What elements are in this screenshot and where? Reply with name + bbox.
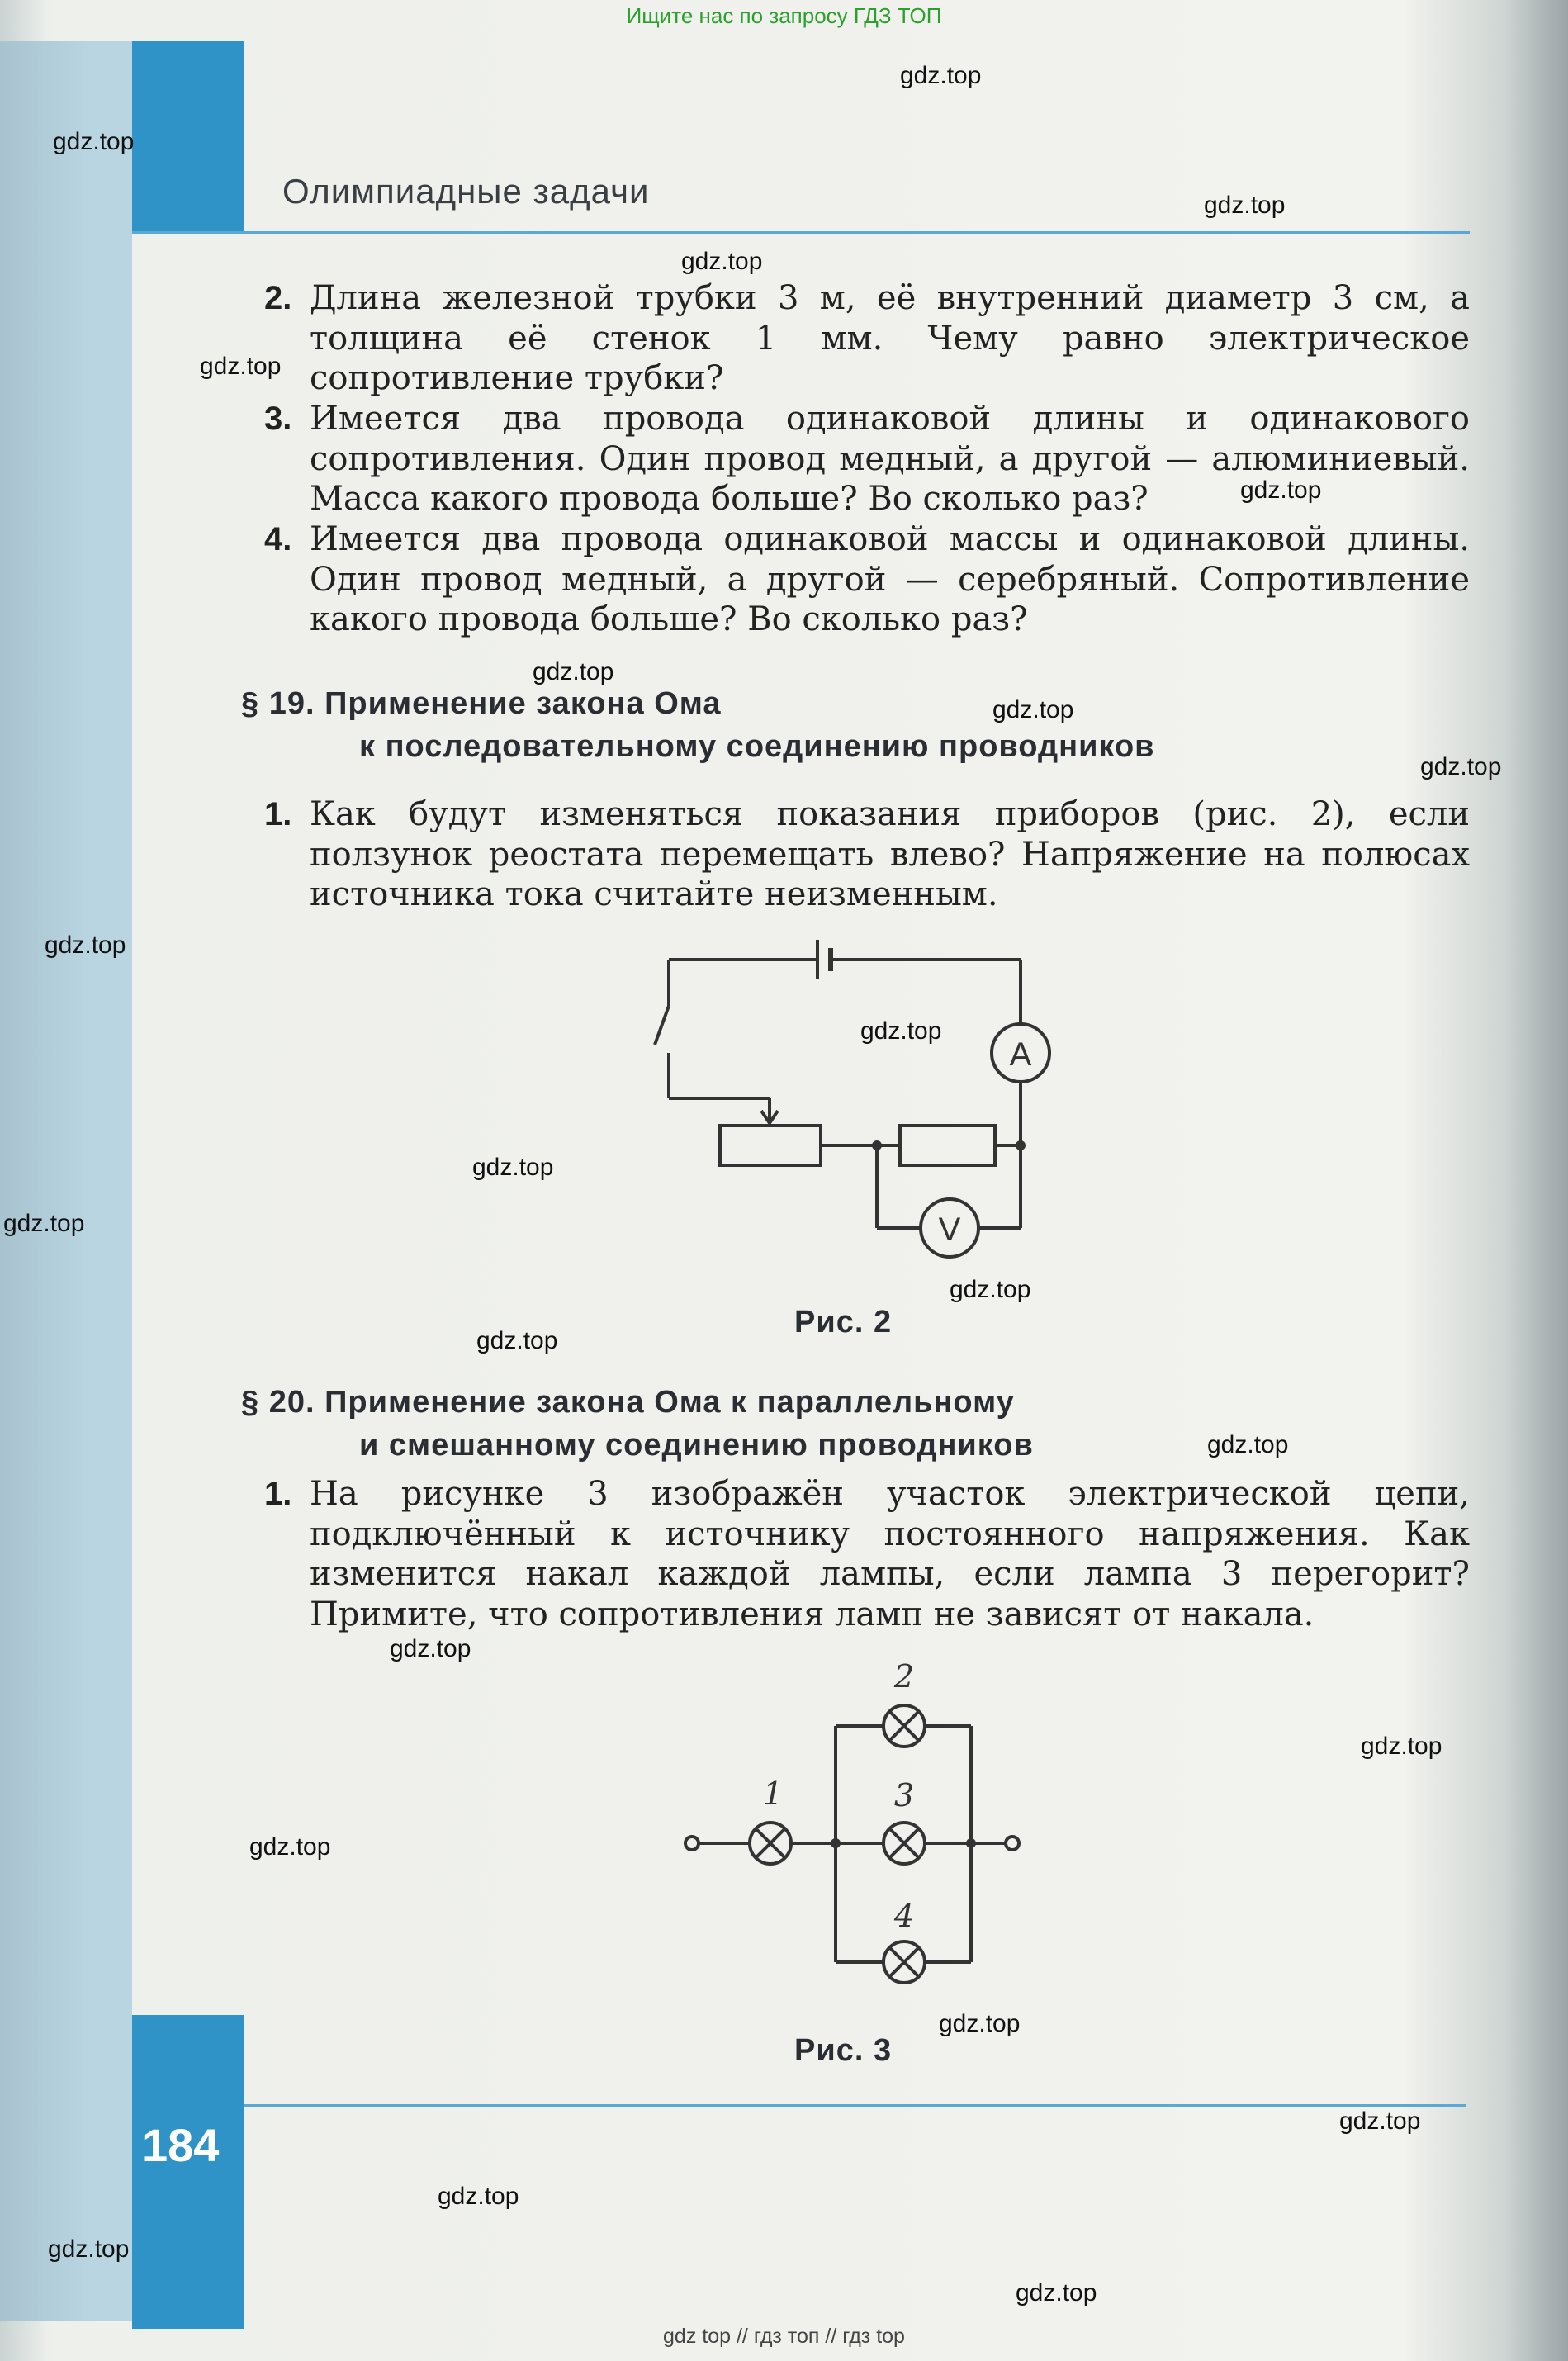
top-banner-link[interactable]: Ищите нас по запросу ГДЗ ТОП <box>626 3 942 28</box>
problem-text: На рисунке 3 изображён участок электрической цепи, подключённый к источнику постоянного напряжения. Как изменится накал каждой лампы, если лампа 3 перегорит? Примите, что сопротивления ламп не зависят от накала. <box>310 1475 1470 1633</box>
problem-text: Длина железной трубки 3 м, её внутренний диаметр 3 см, а толщина её стенок 1 мм. Чему равно электрическое сопротивление трубки? <box>310 279 1470 397</box>
watermark: gdz.top <box>476 1327 558 1354</box>
watermark: gdz.top <box>3 1210 85 1237</box>
problem-text: Как будут изменяться показания приборов (рис. 2), если ползунок реостата перемещать влево? Напряжение на полюсах источника тока считайте неизменным. <box>310 795 1470 913</box>
problem-text: Имеется два провода одинаковой массы и одинаковой длины. Один провод медный, а другой — серебряный. Сопротивление какого провода больше? Во сколько раз? <box>310 520 1470 638</box>
page-header-title: Олимпиадные задачи <box>282 172 650 211</box>
watermark: gdz.top <box>992 696 1074 723</box>
problem-number: 3. <box>264 401 292 437</box>
page-number: 184 <box>142 2119 220 2171</box>
resistor <box>900 1126 995 1165</box>
problem-number: 1. <box>264 796 292 832</box>
lamp-4-label: 4 <box>893 1898 915 1934</box>
section-20-problem-1 <box>264 1474 1470 1634</box>
figure-2-caption: Рис. 2 <box>794 1305 893 1339</box>
watermark: gdz.top <box>1339 2107 1421 2135</box>
watermark: gdz.top <box>48 2235 130 2263</box>
junction-dot <box>966 1838 976 1848</box>
ammeter-label: A <box>1009 1036 1032 1073</box>
watermark: gdz.top <box>1420 753 1502 780</box>
watermark: gdz.top <box>533 658 614 685</box>
watermark: gdz.top <box>45 932 126 959</box>
watermark: gdz.top <box>249 1833 331 1861</box>
watermark: gdz.top <box>472 1154 554 1181</box>
voltmeter-label: V <box>938 1211 961 1248</box>
footer-divider <box>244 2104 1466 2107</box>
section-heading-line2: и смешанному соединению проводников <box>359 1428 1034 1463</box>
watermark: gdz.top <box>1016 2279 1097 2306</box>
bottom-banner-link[interactable]: gdz top // гдз топ // гдз top <box>663 2325 905 2348</box>
figure-3-caption: Рис. 3 <box>794 2033 893 2068</box>
problem-number: 1. <box>264 1476 292 1512</box>
lamp-3-label: 3 <box>893 1777 915 1813</box>
watermark: gdz.top <box>200 353 282 380</box>
watermark: gdz.top <box>681 248 763 275</box>
lamp-1-label: 1 <box>762 1775 784 1812</box>
watermark: gdz.top <box>53 128 135 155</box>
watermark: gdz.top <box>860 1017 942 1045</box>
watermark: gdz.top <box>1240 476 1322 504</box>
section-heading-line1: § 20. Применение закона Ома к параллельному <box>241 1385 1015 1420</box>
watermark: gdz.top <box>1207 1431 1289 1458</box>
lamp-2-label: 2 <box>893 1658 915 1695</box>
terminal-left <box>685 1837 699 1850</box>
section-heading-line2: к последовательному соединению проводников <box>359 729 1155 764</box>
problem-number: 2. <box>264 280 292 316</box>
terminal-right <box>1006 1837 1019 1850</box>
junction-dot <box>831 1838 841 1848</box>
section-20-heading <box>241 1381 1480 1467</box>
watermark: gdz.top <box>1361 1733 1442 1760</box>
watermark: gdz.top <box>1204 192 1286 219</box>
switch-blade <box>655 1006 669 1045</box>
watermark: gdz.top <box>438 2183 519 2210</box>
watermark: gdz.top <box>390 1635 471 1662</box>
watermark: gdz.top <box>939 2010 1021 2037</box>
junction-dot <box>1016 1140 1026 1150</box>
rheostat <box>720 1126 821 1165</box>
problem-text: Имеется два провода одинаковой длины и одинакового сопротивления. Один провод медный, а другой — алюминиевый. Масса какого провода больше? Во сколько раз? <box>310 400 1470 518</box>
section-heading-line1: § 19. Применение закона Ома <box>241 686 722 721</box>
junction-dot <box>872 1140 882 1150</box>
problem-number: 4. <box>264 521 292 557</box>
watermark: gdz.top <box>950 1276 1031 1303</box>
watermark: gdz.top <box>900 62 982 89</box>
